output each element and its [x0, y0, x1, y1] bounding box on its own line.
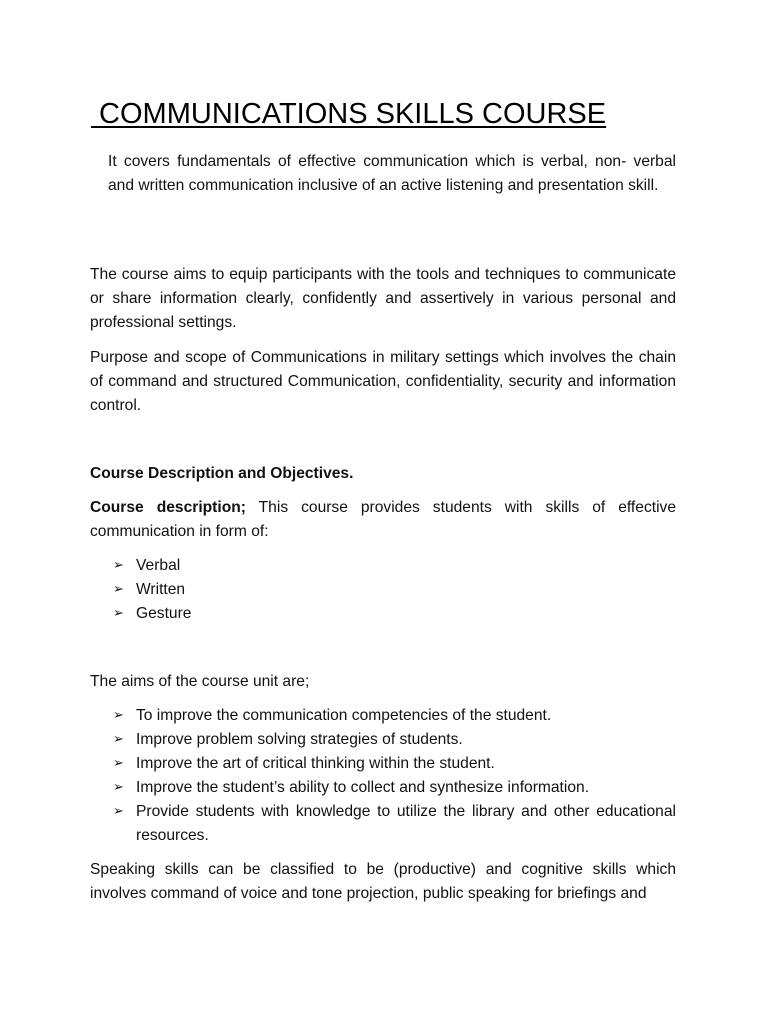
- communication-forms-list: [111, 554, 411, 626]
- course-aims-paragraph: The course aims to equip participants with the tools and techniques to communicate or share information clearly, confidently and assertively in various personal and professional settings.: [90, 266, 676, 331]
- list-item: [111, 800, 676, 848]
- arrow-bullet-icon: ➢: [113, 606, 124, 621]
- course-description-label: Course description;: [90, 499, 246, 516]
- list-item: [111, 752, 676, 776]
- arrow-bullet-icon: ➢: [113, 558, 124, 573]
- list-item-text: Written: [136, 581, 186, 598]
- arrow-bullet-icon: ➢: [113, 708, 124, 723]
- list-item: [111, 776, 676, 800]
- arrow-bullet-icon: ➢: [113, 804, 124, 819]
- list-item-text: To improve the communication competencies of the student.: [136, 707, 552, 724]
- arrow-bullet-icon: ➢: [113, 780, 124, 795]
- list-item-text: Improve problem solving strategies of students.: [136, 731, 463, 748]
- purpose-paragraph: Purpose and scope of Communications in military settings which involves the chain of command and structured Communication, confidentiality, security and information control.: [90, 349, 676, 414]
- arrow-bullet-icon: ➢: [113, 756, 124, 771]
- aims-intro-paragraph: The aims of the course unit are;: [90, 673, 310, 690]
- page-title: COMMUNICATIONS SKILLS COURSE: [91, 98, 607, 130]
- arrow-bullet-icon: ➢: [113, 582, 124, 597]
- list-item: [111, 704, 676, 728]
- list-item-text: Improve the student’s ability to collect and synthesize information.: [136, 779, 590, 796]
- intro-paragraph: It covers fundamentals of effective communication which is verbal, non- verbal and written communication inclusive of an active listening and presentation skill.: [108, 153, 676, 194]
- course-aims-list: [111, 704, 676, 848]
- list-item: [111, 578, 411, 602]
- arrow-bullet-icon: ➢: [113, 732, 124, 747]
- course-description-text: This course provides students with skills of effective communication in form of:: [90, 499, 677, 540]
- list-item-text: Improve the art of critical thinking within the student.: [136, 755, 495, 772]
- list-item-text: Gesture: [136, 605, 192, 622]
- list-item: [111, 728, 676, 752]
- list-item: [111, 602, 411, 626]
- list-item: [111, 554, 411, 578]
- list-item-text: Provide students with knowledge to utilize the library and other educational resources.: [136, 803, 676, 844]
- section-heading: Course Description and Objectives.: [90, 465, 354, 482]
- list-item-text: Verbal: [136, 557, 181, 574]
- course-description-paragraph: [90, 496, 676, 544]
- speaking-skills-paragraph: Speaking skills can be classified to be (productive) and cognitive skills which involves command of voice and tone projection, public speaking for briefings and: [90, 861, 676, 902]
